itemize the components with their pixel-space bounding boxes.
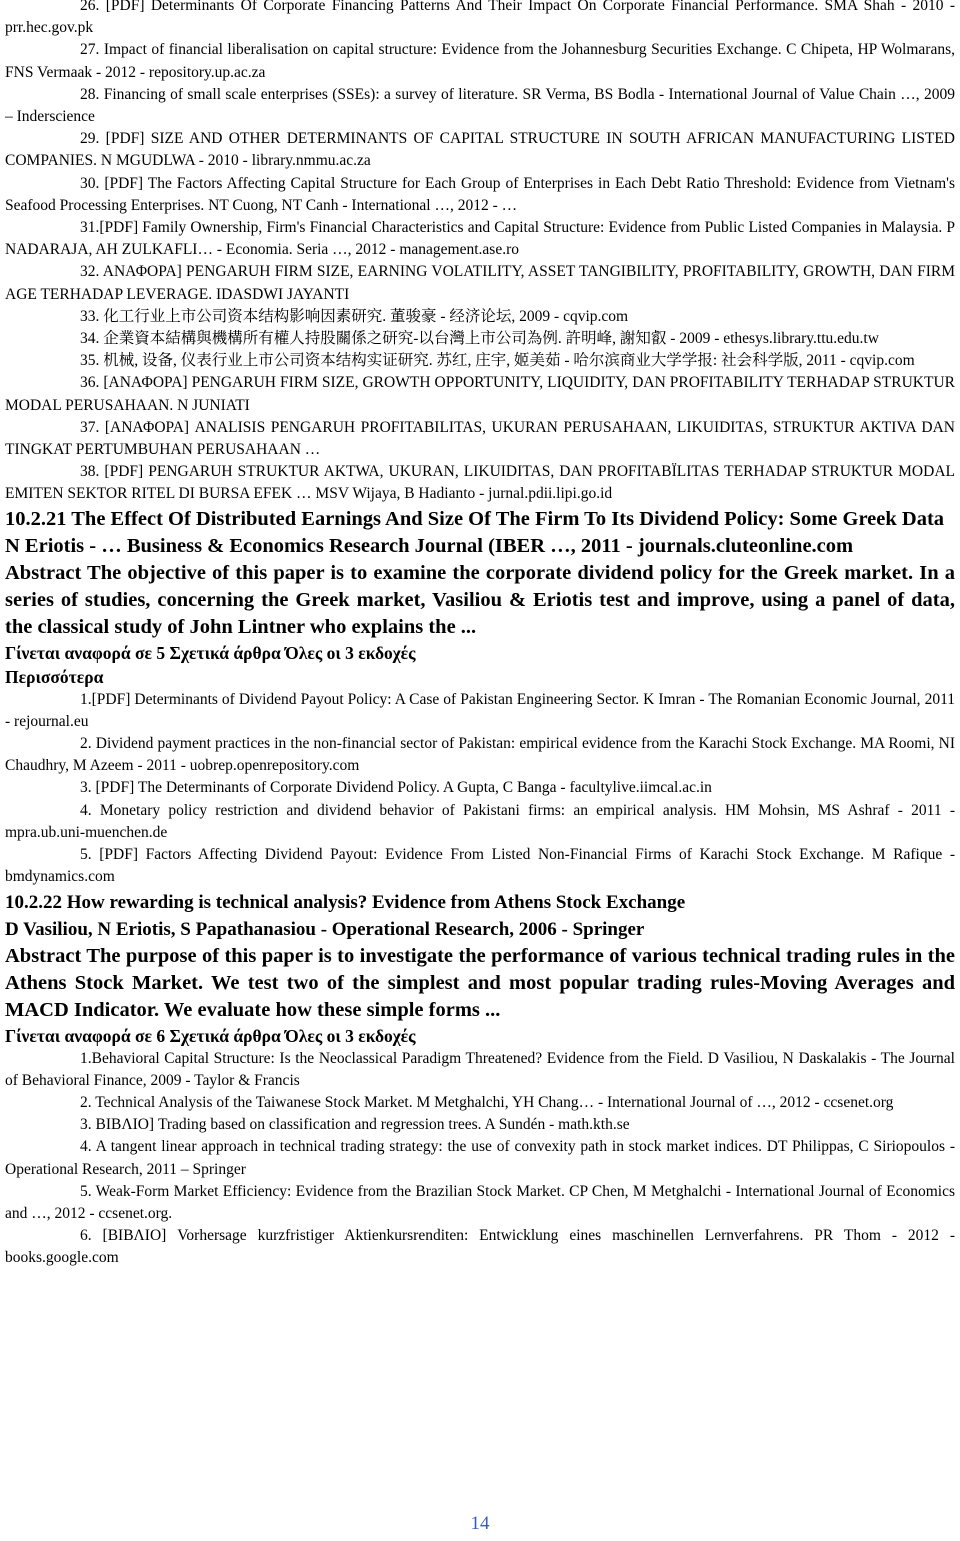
page-number: 14: [470, 1513, 490, 1534]
reference-item: 38. [PDF] PENGARUH STRUKTUR AKTWA, UKURAN, LIKUIDITAS, DAN PROFITABÏLITAS TERHADAP STRUKTUR MODAL EMITEN SEKTOR RITEL DI BURSA EFEK … MSV Wijaya, B Hadianto - jurnal.pdii.lipi.go.id: [5, 463, 955, 503]
reference-item: 29. [PDF] SIZE AND OTHER DETERMINANTS OF CAPITAL STRUCTURE IN SOUTH AFRICAN MANUFACTURING LISTED COMPANIES. N MGUDLWA - 2010 - library.nmmu.ac.za: [5, 130, 955, 170]
reference-item: 5. Weak-Form Market Efficiency: Evidence from the Brazilian Stock Market. CP Chen, M Metghalchi - International Journal of Economics and …, 2012 - ccsenet.org.: [5, 1182, 955, 1222]
reference-item: 5. [PDF] Factors Affecting Dividend Payout: Evidence From Listed Non-Financial Firms of Karachi Stock Exchange. M Rafique - bmdynamics.com: [5, 846, 955, 886]
reference-item: 36. [ΑΝΑΦΟΡΑ] PENGARUH FIRM SIZE, GROWTH OPPORTUNITY, LIQUIDITY, DAN PROFITABILITY TERHADAP STRUKTUR MODAL PERUSAHAAN. N JUNIATI: [5, 374, 955, 414]
more-label: Περισσότερα: [5, 666, 104, 687]
reference-item: 4. A tangent linear approach in technical trading strategy: the use of convexity path in stock market indices. DT Philippas, C Siriopoulos - Operational Research, 2011 – Springer: [5, 1138, 955, 1178]
reference-item: 33. 化工行业上市公司资本结构影响因素研究. 董骏豪 - 经济论坛, 2009 - cqvip.com: [80, 307, 629, 325]
document-page: [5, 0, 955, 1270]
reference-item: 34. 企業資本結構與機構所有權人持股關係之研究-以台灣上市公司為例. 許明峰, 謝知叡 - 2009 - ethesys.library.ttu.edu.tw: [80, 330, 879, 348]
reference-item: 32. ΑΝΑΦΟΡΑ] PENGARUH FIRM SIZE, EARNING VOLATILITY, ASSET TANGIBILITY, PROFITABILITY, GROWTH, DAN FIRM AGE TERHADAP LEVERAGE. IDASDWI JAYANTI: [5, 263, 955, 303]
reference-item: 35. 机械, 设备, 仪表行业上市公司资本结构实证研究. 苏红, 庄宇, 姬美茹 - 哈尔滨商业大学学报: 社会科学版, 2011 - cqvip.com: [80, 352, 915, 370]
reference-item: 4. Monetary policy restriction and dividend behavior of Pakistani firms: an empirical analysis. HM Mohsin, MS Ashraf - 2011 - mpra.ub.uni-muenchen.de: [5, 801, 955, 841]
section-title: 10.2.21 The Effect Of Distributed Earnings And Size Of The Firm To Its Dividend Policy: Some Greek Data: [5, 507, 945, 530]
reference-item: 27. Impact of financial liberalisation on capital structure: Evidence from the Johannesburg Securities Exchange. C Chipeta, HP Wolmarans, FNS Vermaak - 2012 - repository.up.ac.za: [5, 41, 955, 81]
reference-list-top: [5, 0, 955, 506]
section-authors: N Eriotis - … Business & Economics Research Journal (IBER …, 2011 - journals.cluteonline.com: [5, 534, 854, 557]
reference-item: 2. Dividend payment practices in the non-financial sector of Pakistan: empirical evidence from the Karachi Stock Exchange. MA Roomi, NI Chaudhry, M Azeem - 2011 - uobrep.openrepository.com: [5, 735, 955, 775]
reference-item: 28. Financing of small scale enterprises (SSEs): a survey of literature. SR Verma, BS Bodla - International Journal of Value Chain …, 2009 – Inderscience: [5, 85, 955, 126]
section-title: 10.2.22 How rewarding is technical analysis? Evidence from Athens Stock Exchange: [5, 891, 686, 913]
cited-by-line: Γίνεται αναφορά σε 6 Σχετικά άρθρα Όλες οι 3 εκδοχές: [5, 1025, 416, 1046]
section-10-2-22: [5, 889, 955, 1270]
reference-item: 30. [PDF] The Factors Affecting Capital Structure for Each Group of Enterprises in Each Debt Ratio Threshold: Evidence from Vietnam's Seafood Processing Enterprises. NT Cuong, NT Canh - International …, 2012 - …: [5, 174, 955, 214]
cited-by-line: Γίνεται αναφορά σε 5 Σχετικά άρθρα Όλες οι 3 εκδοχές: [5, 642, 416, 663]
section-authors: D Vasiliou, N Eriotis, S Papathanasiou - Operational Research, 2006 - Springer: [5, 918, 645, 940]
reference-item: 1.[PDF] Determinants of Dividend Payout Policy: A Case of Pakistan Engineering Sector. K Imran - The Romanian Economic Journal, 2011 - rejournal.eu: [5, 690, 955, 730]
reference-item: 3. [PDF] The Determinants of Corporate Dividend Policy. A Gupta, C Banga - facultylive.iimcal.ac.in: [80, 779, 712, 797]
reference-item: 6. [ΒΙΒΛΙΟ] Vorhersage kurzfristiger Aktienkursrenditen: Entwicklung eines maschinellen Lernverfahrens. PR Thom - 2012 - books.google.com: [5, 1227, 955, 1267]
reference-item: 37. [ΑΝΑΦΟΡΑ] ANALISIS PENGARUH PROFITABILITAS, UKURAN PERUSAHAAN, LIKUIDITAS, STRUKTUR AKTIVA DAN TINGKAT PERTUMBUHAN PERUSAHAAN …: [5, 418, 955, 459]
reference-item: 31.[PDF] Family Ownership, Firm's Financial Characteristics and Capital Structure: Evidence from Public Listed Companies in Malaysia. P NADARAJA, AH ZULKAFLI… - Economia. Seria …, 2012 - management.ase.ro: [5, 219, 955, 259]
reference-item: 26. [PDF] Determinants Of Corporate Financing Patterns And Their Impact On Corporate Financial Performance. SMA Shah - 2010 - prr.hec.gov.pk: [5, 0, 955, 37]
reference-item: 3. ΒΙΒΛΙΟ] Trading based on classification and regression trees. A Sundén - math.kth.se: [80, 1116, 630, 1134]
reference-item: 2. Technical Analysis of the Taiwanese Stock Market. M Metghalchi, YH Chang… - International Journal of …, 2012 - ccsenet.org: [80, 1093, 894, 1111]
section-abstract: Abstract The objective of this paper is to examine the corporate dividend policy for the Greek market. In a series of studies, concerning the Greek market, Vasiliou & Eriotis test and improve, using a panel of data, the classical study of John Lintner who explains the ...: [5, 561, 955, 638]
section-abstract: Abstract The purpose of this paper is to investigate the performance of various technical trading rules in the Athens Stock Market. We test two of the simplest and most popular trading rules-Moving Averages and MACD Indicator. We evaluate how these simple forms ...: [5, 944, 955, 1021]
reference-item: 1.Behavioral Capital Structure: Is the Neoclassical Paradigm Threatened? Evidence from the Field. D Vasiliou, N Daskalakis - The Journal of Behavioral Finance, 2009 - Taylor & Francis: [5, 1049, 955, 1089]
section-10-2-21: [5, 506, 955, 889]
